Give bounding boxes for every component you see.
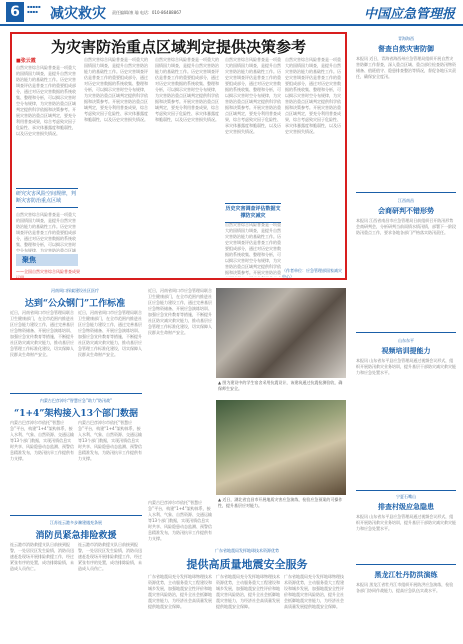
article-b-body-1: 内蒙古巴彦淖尔市依托“智慧应急”平台，构建“1+4”架构体系，接入水利、气象、自然资源、交通运输等13个部门数据，实现汛情信息实时共享、风险隐患动态监测、预警信息精准发布，为防汛抗旱工作提供有力支撑。 bbox=[10, 420, 74, 461]
article-c-kicker: 江苏连云港多步骤建遇充条展 bbox=[50, 520, 102, 525]
page-number: 6 bbox=[6, 2, 24, 22]
rc-top-title: 督查自然灾害防御 bbox=[378, 44, 434, 53]
lead-source-note: （作者单位：应急管理部国家减灾中心） bbox=[282, 268, 342, 279]
article-b-body-2: 内蒙古巴彦淖尔市依托“智慧应急”平台，构建“1+4”架构体系，接入水利、气象、自然资源、交通运输等13个部门数据，实现汛情信息实时共享、风险隐患动态监测、预警信息精准发布，为防汛抗旱工作提供有力支撑。 bbox=[78, 420, 142, 461]
article-a-body-1: 近日，河南省周口市应急管理局联合卫生健康部门，在全市范围内推进社区应急能力建设工作，通过完善基层应急物资储备、开展应急演练培训、加强应急宣传教育等措施，不断提升社区防灾减灾救灾能力，推动基层应急管理工作标准化建设，切实保障人民群众生命财产安全。 bbox=[10, 310, 74, 357]
rc-low-title: 视频培训提能力 bbox=[381, 346, 431, 355]
lead-body-col-4b: 自然灾害综合风险普查是一项重大的国情国力调查，是提升自然灾害防治能力的基础性工作。历史灾害调查评估是普查工作的重要组成部分，通过对历史灾害数据的系统收集、整理和分析，可以揭示灾害时空分布规律，为灾害防治重点区域判定提供科学依据和决策参考。开展灾害防治重 bbox=[225, 222, 281, 275]
article-a-kicker: 河南周口探索建设社区医疗 bbox=[51, 288, 99, 293]
lead-body-col-3: 自然灾害综合风险普查是一项重大的国情国力调查，是提升自然灾害防治能力的基础性工作。历史灾害调查评估是普查工作的重要组成部分，通过对历史灾害数据的系统收集、整理和分析，可以揭示灾害时空分布规律，为灾害防治重点区域判定提供科学依据和决策参考。开展灾害防治重点区域判定，要充分利用普查成果，综合考虑致灾因子危险性、承灾体暴露度和脆弱性，以及历史灾害损失情况。 bbox=[155, 57, 219, 122]
column-tag: 聚焦 bbox=[16, 254, 78, 266]
right-news-column bbox=[356, 32, 456, 632]
article-c-body-1: 连云港市消防救援支队日前接到报警，一处居民区发生险情，消防员迅速赶赴现场开展排险救援工作，经过紧张有序的处置，成功排除险情，未造成人员伤亡。 bbox=[10, 542, 74, 571]
editor-line: 责任编辑/康 瑜 电话：010-86488867 bbox=[112, 10, 182, 15]
article-d-body-2: 广东省地震局充分发挥地球物理技术资源优势，主动服务重大工程建设和城乡发展，加强地震安全性评价和地震灾害风险防治，提升全社会抵御地震灾害能力，为经济社会高质量发展提供地震安全保障。 bbox=[216, 574, 280, 609]
lead-body-col-4: 自然灾害综合风险普查是一项重大的国情国力调查，是提升自然灾害防治能力的基础性工作。历史灾害调查评估是普查工作的重要组成部分，通过对历史灾害数据的系统收集、整理和分析，可以揭示灾害时空分布规律，为灾害防治重点区域判定提供科学依据和决策参考。开展灾害防治重点区域判定，要充分利用普查成果，综合考虑致灾因子危险性、承灾体暴露度和脆弱性，以及历史灾害损失情况。 bbox=[225, 57, 281, 134]
rc-bottom-kicker: 宁夏石嘴山 bbox=[396, 494, 416, 499]
rc-bottom2-body: 本报讯 黑龙江省牡丹江市组织开展防洪应急演练，检验各部门协同作战能力，提高应急队伍实战水平。 bbox=[356, 582, 454, 593]
article-c-body-2: 连云港市消防救援支队日前接到报警，一处居民区发生险情，消防员迅速赶赴现场开展排险救援工作，经过紧张有序的处置，成功排除险情，未造成人员伤亡。 bbox=[78, 542, 142, 571]
rc-mid-title: 会商研判不错形势 bbox=[378, 206, 434, 215]
section-title: 减灾救灾 bbox=[50, 6, 106, 22]
lead-body-col-2: 自然灾害综合风险普查是一项重大的国情国力调查，是提升自然灾害防治能力的基础性工作。历史灾害调查评估是普查工作的重要组成部分，通过对历史灾害数据的系统收集、整理和分析，可以揭示灾害时空分布规律，为灾害防治重点区域判定提供科学依据和决策参考。开展灾害防治重点区域判定，要充分利用普查成果，综合考虑致灾因子危险性、承灾体暴露度和脆弱性，以及历史灾害损失情况。 bbox=[84, 57, 148, 122]
article-a-body-3: 近日，河南省周口市应急管理局联合卫生健康部门，在全市范围内推进社区应急能力建设工作，通过完善基层应急物资储备、开展应急演练培训、加强应急宣传教育等措施，不断提升社区防灾减灾救灾能力，推动基层应急管理工作标准化建设，切实保障人民群众生命财产安全。 bbox=[148, 288, 212, 335]
photo-drill-caption: ▲ 近日，湖北省宜昌市开展地质灾害应急演练，检验应急预案的可操作性，提升基层应对能力。 bbox=[218, 497, 343, 508]
rc-mid-kicker: 江西南昌 bbox=[398, 198, 414, 203]
rc-divider-4 bbox=[356, 564, 456, 565]
article-b-body-3: 内蒙古巴彦淖尔市依托“智慧应急”平台，构建“1+4”架构体系，接入水利、气象、自然资源、交通运输等13个部门数据，实现汛情信息实时共享、风险隐患动态监测、预警信息精准发布，为防汛抗旱工作提供有力支撑。 bbox=[148, 500, 212, 541]
lead-body-col-5: 自然灾害综合风险普查是一项重大的国情国力调查，是提升自然灾害防治能力的基础性工作。历史灾害调查评估是普查工作的重要组成部分，通过对历史灾害数据的系统收集、整理和分析，可以揭示灾害时空分布规律，为灾害防治重点区域判定提供科学依据和决策参考。开展灾害防治重点区域判定，要充分利用普查成果，综合考虑致灾因子危险性、承灾体暴露度和脆弱性，以及历史灾害损失情况。 bbox=[285, 57, 341, 134]
photo-dormitory-caption: ▲ 图为建设中的学生宿舍采用抗震设计，该建筑通过抗震检测验收，确保师生安全。 bbox=[218, 380, 343, 391]
divider-b bbox=[10, 515, 142, 516]
rc-low-body: 本报讯 山东省东平县应急管理局通过视频会议形式，组织开展防汛救灾业务培训，提升基层干部防灾减灾救灾能力和应急处置水平。 bbox=[356, 358, 456, 375]
lead-subheading: 历史灾害调查评估数据支撑防灾减灾 bbox=[225, 203, 281, 223]
page-header bbox=[0, 0, 463, 26]
rc-bottom2-title: 黑龙江牡丹防洪演练 bbox=[374, 570, 438, 579]
column-tag-note: ——全国自然灾害综合风险普查成果运用 bbox=[16, 269, 80, 280]
photo-drill bbox=[216, 400, 346, 495]
rc-bottom-body: 本报讯 山东省东平县应急管理局通过视频会议形式，组织开展防汛救灾业务培训，提升基层干部防灾减灾救灾能力和应急处置水平。 bbox=[356, 514, 456, 531]
rc-mid-body: 本报讯 江西省南昌市应急管理局日前组织召开防汛形势会商研判会，分析研判当前雨情水情汛情，部署下一阶段防汛重点工作，要求各地各部门严格落实防汛责任。 bbox=[356, 218, 456, 235]
lead-body-col-1: 自然灾害综合风险普查是一项重大的国情国力调查，是提升自然灾害防治能力的基础性工作。历史灾害调查评估是普查工作的重要组成部分，通过对历史灾害数据的系统收集、整理和分析，可以揭示灾害时空分布规律，为灾害防治重点区域判定提供科学依据和决策参考。开展灾害防治重点区域判定，要充分利用普查成果，综合考虑致灾因子危险性、承灾体暴露度和脆弱性，以及历史灾害损失情况。 bbox=[16, 65, 76, 136]
article-d-body-3: 广东省地震局充分发挥地球物理技术资源优势，主动服务重大工程建设和城乡发展，加强地震安全性评价和地震灾害风险防治，提升全社会抵御地震灾害能力，为经济社会高质量发展提供地震安全保障。 bbox=[284, 574, 344, 609]
article-d-headline: 提供高质量地震安全服务 bbox=[186, 558, 308, 571]
rc-top-body: 本报讯 近日，青海省海西州应急管理局组织开展自然灾害防御工作督查，深入重点区域、重点部位检查防汛物资储备、值班值守、隐患排查整治等情况，督促各地压实责任，确保安全度汛。 bbox=[356, 56, 456, 79]
divider-a bbox=[10, 393, 142, 394]
masthead-logo: 中国应急管理报 bbox=[363, 7, 455, 22]
lead-headline: 为灾害防治重点区域判定提供决策参考 bbox=[50, 38, 306, 56]
article-d-kicker: 广东省地震局发挥地球技术资源优势 bbox=[215, 548, 279, 553]
article-a-body-2: 近日，河南省周口市应急管理局联合卫生健康部门，在全市范围内推进社区应急能力建设工作，通过完善基层应急物资储备、开展应急演练培训、加强应急宣传教育等措施，不断提升社区防灾减灾救灾能力，推动基层应急管理工作标准化建设，切实保障人民群众生命财产安全。 bbox=[78, 310, 142, 357]
article-a-headline: 达到“公众钢门”工作标准 bbox=[24, 299, 126, 309]
article-c-headline: 消防员紧急排险救援 bbox=[35, 531, 117, 541]
rc-divider-3 bbox=[356, 490, 456, 491]
article-b-kicker: 内蒙古巴彦淖尔“智慧应急”助力“防汛战” bbox=[39, 398, 113, 403]
issue-date-block: ▪▪▪▪▪ ▪▪▪▪ bbox=[27, 4, 41, 14]
rc-divider-2 bbox=[356, 332, 456, 333]
rc-top-kicker: 青海海西 bbox=[398, 36, 414, 41]
photo-dormitory bbox=[216, 288, 346, 378]
article-b-headline: “1+4”架构接入13个部门数据 bbox=[14, 409, 138, 419]
article-d-body-1: 广东省地震局充分发挥地球物理技术资源优势，主动服务重大工程建设和城乡发展，加强地震安全性评价和地震灾害风险防治，提升全社会抵御地震灾害能力，为经济社会高质量发展提供地震安全保障。 bbox=[148, 574, 212, 609]
lead-pull-quote: 研究灾害风险空间规律，判断灾害防治重点区域 bbox=[16, 188, 78, 208]
lead-body-col-1b: 自然灾害综合风险普查是一项重大的国情国力调查，是提升自然灾害防治能力的基础性工作。历史灾害调查评估是普查工作的重要组成部分，通过对历史灾害数据的系统收集、整理和分析，可以揭示灾害时空分布规律，为灾害防治重点区域 bbox=[16, 212, 76, 252]
lead-byline: ■张云霞 bbox=[16, 58, 36, 64]
rc-bottom-title: 排查村级应急隐患 bbox=[378, 502, 434, 511]
rc-low-kicker: 山东东平 bbox=[398, 338, 414, 343]
rc-divider-1 bbox=[356, 192, 456, 193]
